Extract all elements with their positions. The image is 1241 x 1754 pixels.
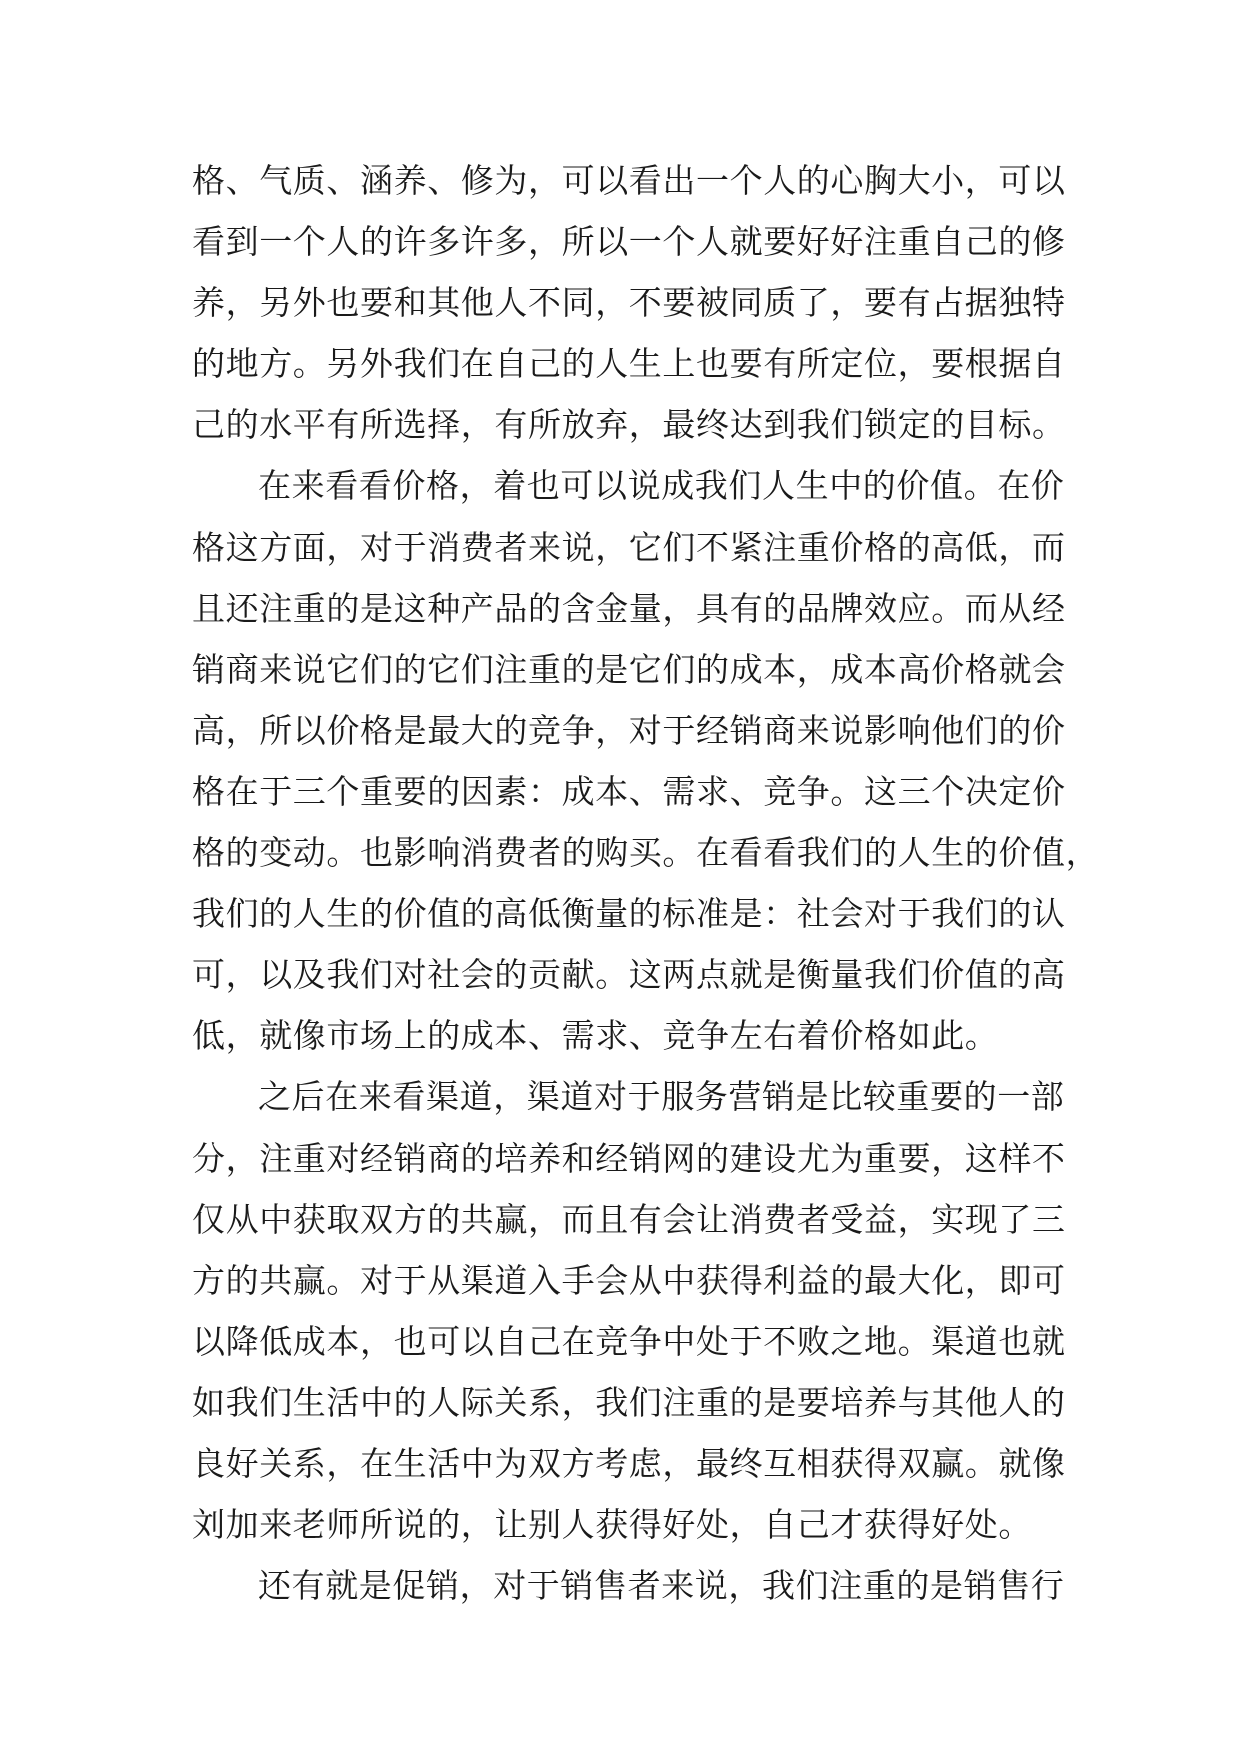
text-line-8: 且还注重的是这种产品的含金量，具有的品牌效应。而从经 <box>192 588 1066 628</box>
text-line-20: 以降低成本，也可以自己在竞争中处于不败之地。渠道也就 <box>192 1321 1066 1361</box>
text-line-17: 分，注重对经销商的培养和经销网的建设尤为重要，这样不 <box>192 1138 1066 1178</box>
text-line-10: 高，所以价格是最大的竞争，对于经销商来说影响他们的价 <box>192 710 1066 750</box>
text-line-7: 格这方面，对于消费者来说，它们不紧注重价格的高低，而 <box>192 527 1066 567</box>
text-line-23: 刘加来老师所说的，让别人获得好处，自己才获得好处。 <box>192 1505 1032 1545</box>
text-line-12: 格的变动。也影响消费者的购买。在看看我们的人生的价值， <box>192 833 1100 873</box>
paragraph-start-price: 在来看看价格，着也可以说成我们人生中的价值。在价 <box>258 466 1065 506</box>
text-line-21: 如我们生活中的人际关系，我们注重的是要培养与其他人的 <box>192 1382 1066 1422</box>
paragraph-start-channel: 之后在来看渠道，渠道对于服务营销是比较重要的一部 <box>258 1077 1065 1117</box>
text-line-11: 格在于三个重要的因素：成本、需求、竞争。这三个决定价 <box>192 771 1066 811</box>
text-line-14: 可，以及我们对社会的贡献。这两点就是衡量我们价值的高 <box>192 955 1066 995</box>
text-line-9: 销商来说它们的它们注重的是它们的成本，成本高价格就会 <box>192 649 1066 689</box>
text-line-3: 养，另外也要和其他人不同，不要被同质了，要有占据独特 <box>192 283 1066 323</box>
text-line-2: 看到一个人的许多许多，所以一个人就要好好注重自己的修 <box>192 222 1066 262</box>
text-line-1: 格、气质、涵养、修为，可以看出一个人的心胸大小，可以 <box>192 161 1066 200</box>
text-line-18: 仅从中获取双方的共赢，而且有会让消费者受益，实现了三 <box>192 1199 1066 1239</box>
text-line-15: 低，就像市场上的成本、需求、竞争左右着价格如此。 <box>192 1016 999 1056</box>
paragraph-start-promotion: 还有就是促销，对于销售者来说，我们注重的是销售行 <box>258 1566 1065 1606</box>
text-line-22: 良好关系，在生活中为双方考虑，最终互相获得双赢。就像 <box>192 1443 1066 1483</box>
document-body <box>192 150 1100 1616</box>
text-line-4: 的地方。另外我们在自己的人生上也要有所定位，要根据自 <box>192 344 1066 384</box>
text-line-5: 己的水平有所选择，有所放弃，最终达到我们锁定的目标。 <box>192 405 1066 445</box>
text-line-13: 我们的人生的价值的高低衡量的标准是：社会对于我们的认 <box>192 894 1066 934</box>
text-line-19: 方的共赢。对于从渠道入手会从中获得利益的最大化，即可 <box>192 1260 1066 1300</box>
